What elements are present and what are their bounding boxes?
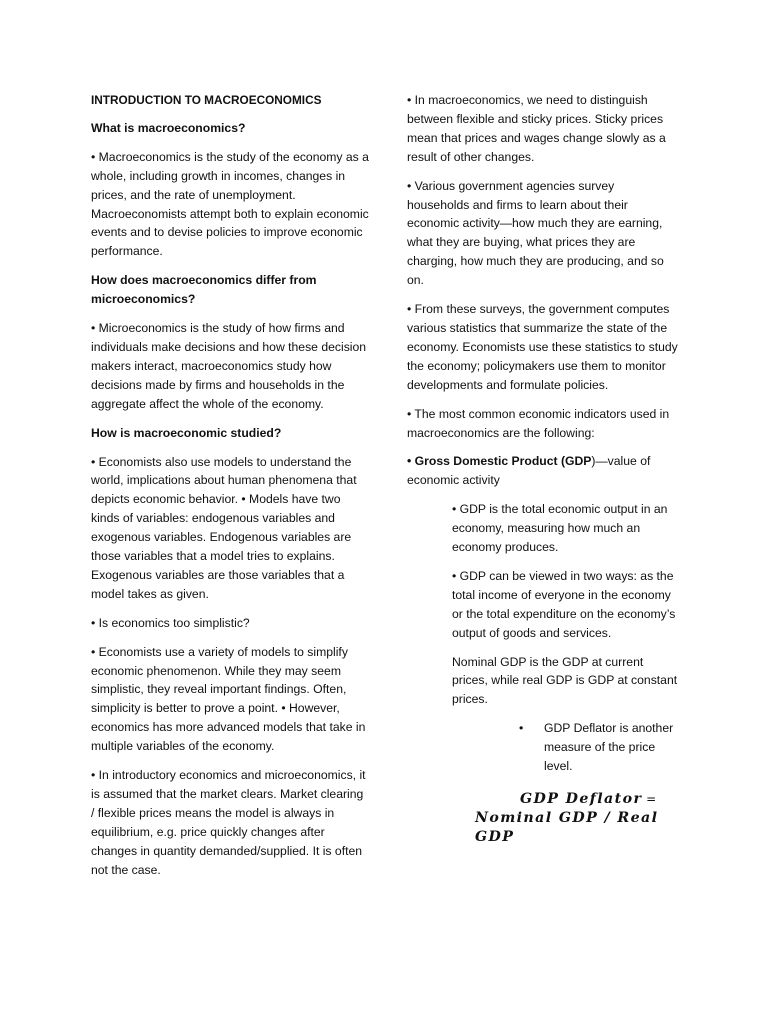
paragraph-sticky-prices: • In macroeconomics, we need to distinguish between flexible and sticky prices. Sticky prices mean that prices and wages change slowly as a result of other changes. [407, 93, 666, 164]
paragraph-macro-definition: • Macroeconomics is the study of the economy as a whole, including growth in incomes, changes in prices, and the rate of unemployment. Macroeconomists attempt both to explain economic events and to devise policies to improve economic performance. [91, 149, 369, 259]
paragraph-simplistic-question: • Is economics too simplistic? [91, 615, 250, 630]
paragraph-nominal-real: Nominal GDP is the GDP at current prices, while real GDP is GDP at constant prices. [452, 654, 678, 707]
paragraph-gdp-two-ways: • GDP can be viewed in two ways: as the total income of everyone in the economy or the total expenditure on the economy’s output of goods and services. [452, 568, 676, 640]
formula-equals: = [642, 792, 657, 806]
right-column [407, 91, 679, 847]
deflator-bullet-item [517, 719, 679, 776]
deflator-bullet-text: GDP Deflator is another measure of the price level. [544, 721, 674, 774]
gdp-term: • Gross Domestic Product (GDP [407, 454, 592, 469]
gdp-description: )—value of economic activity [407, 454, 651, 488]
formula-line-1 [475, 790, 679, 809]
heading-how-studied: How is macroeconomic studied? [91, 425, 282, 440]
heading-macro-vs-micro: How does macroeconomics differ from microeconomics? [91, 273, 317, 307]
formula-lhs: GDP Deflator [520, 791, 643, 807]
bullet-symbol: • [519, 721, 524, 736]
document-title: INTRODUCTION TO MACROECONOMICS [91, 93, 322, 107]
formula-rhs: Nominal GDP / Real GDP [475, 810, 659, 845]
gdp-deflator-formula [475, 790, 679, 847]
paragraph-micro-definition: • Microeconomics is the study of how firms and individuals make decisions and how these decision makers interact, macroeconomics study how decisions made by firms and households in the aggregate affect the whole of the economy. [91, 321, 367, 411]
heading-what-is-macroeconomics: What is macroeconomics? [91, 120, 246, 135]
paragraph-simplicity: • Economists use a variety of models to simplify economic phenomenon. While they may seem simplistic, they reveal important findings. Often, simplicity is better to prove a point. • However, economics has more advanced models that take in multiple variables of the economy. [91, 644, 366, 754]
paragraph-gdp-output: • GDP is the total economic output in an economy, measuring how much an economy produces. [452, 502, 668, 555]
paragraph-statistics: • From these surveys, the government computes various statistics that summarize the state of the economy. Economists use these statistics to study the economy; policymakers use them to monitor developments and formulate policies. [407, 302, 678, 392]
paragraph-indicators: • The most common economic indicators used in macroeconomics are the following: [407, 406, 670, 440]
paragraph-gdp-heading [407, 452, 679, 490]
left-column [91, 91, 369, 890]
paragraph-market-clearing: • In introductory economics and microeconomics, it is assumed that the market clears. Market clearing / flexible prices means the model is always in equilibrium, e.g. price quickly changes after changes in quantity demanded/supplied. It is often not the case. [91, 768, 366, 877]
paragraph-models: • Economists also use models to understand the world, implications about human phenomena that depicts economic behavior. • Models have two kinds of variables: endogenous variables and exogenous variables. Endogenous variables are those variables that a model tries to explains. Exogenous variables are those variables that a model takes as given. [91, 454, 357, 601]
paragraph-surveys: • Various government agencies survey households and firms to learn about their economic activity—how much they are earning, what they are buying, what prices they are charging, how much they are producing, and so on. [407, 178, 664, 288]
